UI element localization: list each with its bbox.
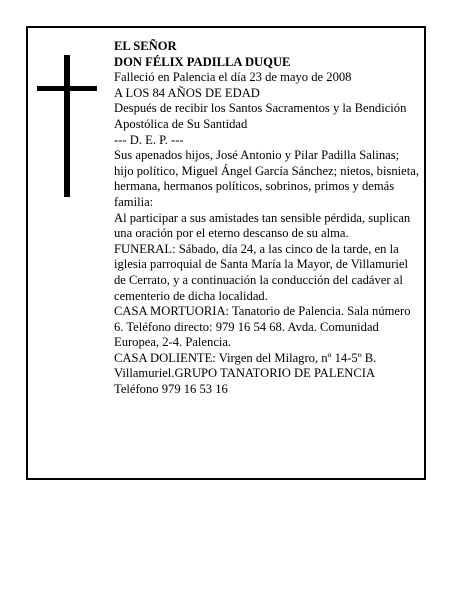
- casa-doliente-text: CASA DOLIENTE: Virgen del Milagro, nº 14-5º B. Villamuriel.GRUPO TANATORIO DE PALENCIA Teléfono 979 16 53 16: [114, 350, 377, 397]
- funeral-text: FUNERAL: Sábado, día 24, a las cinco de la tarde, en la iglesia parroquial de Santa María la Mayor, de Villamuriel de Cerrato, y a continuación la conducción del cadáver al cementerio de dicha localidad.: [114, 241, 409, 303]
- casa-mortuoria-text: CASA MORTUORIA: Tanatorio de Palencia. Sala número 6. Teléfono directo: 979 16 54 68. Avda. Comunidad Europea, 2-4. Palencia.: [114, 304, 411, 350]
- age: A LOS 84 AÑOS DE EDAD: [114, 85, 260, 100]
- cross-icon-horizontal: [37, 86, 97, 91]
- family-text: Sus apenados hijos, José Antonio y Pilar Padilla Salinas; hijo político, Miguel Ángel García Sánchez; nietos, bisnieta, hermana, hermanos políticos, sobrinos, primos y demás familia:: [114, 148, 419, 209]
- sacraments-text: Después de recibir los Santos Sacramentos y la Bendición Apostólica de Su Santidad: [114, 101, 407, 131]
- cross-icon-vertical: [64, 55, 70, 197]
- request-text: Al participar a sus amistades tan sensible pérdida, suplican una oración por el eterno descanso de su alma.: [114, 210, 411, 241]
- death-date: Falleció en Palencia el día 23 de mayo de 2008: [114, 70, 352, 85]
- title-line1: EL SEÑOR: [114, 39, 177, 53]
- deceased-name: DON FÉLIX PADILLA DUQUE: [114, 54, 291, 69]
- obituary-text: [114, 39, 420, 398]
- rip-text: --- D. E. P. ---: [114, 132, 184, 147]
